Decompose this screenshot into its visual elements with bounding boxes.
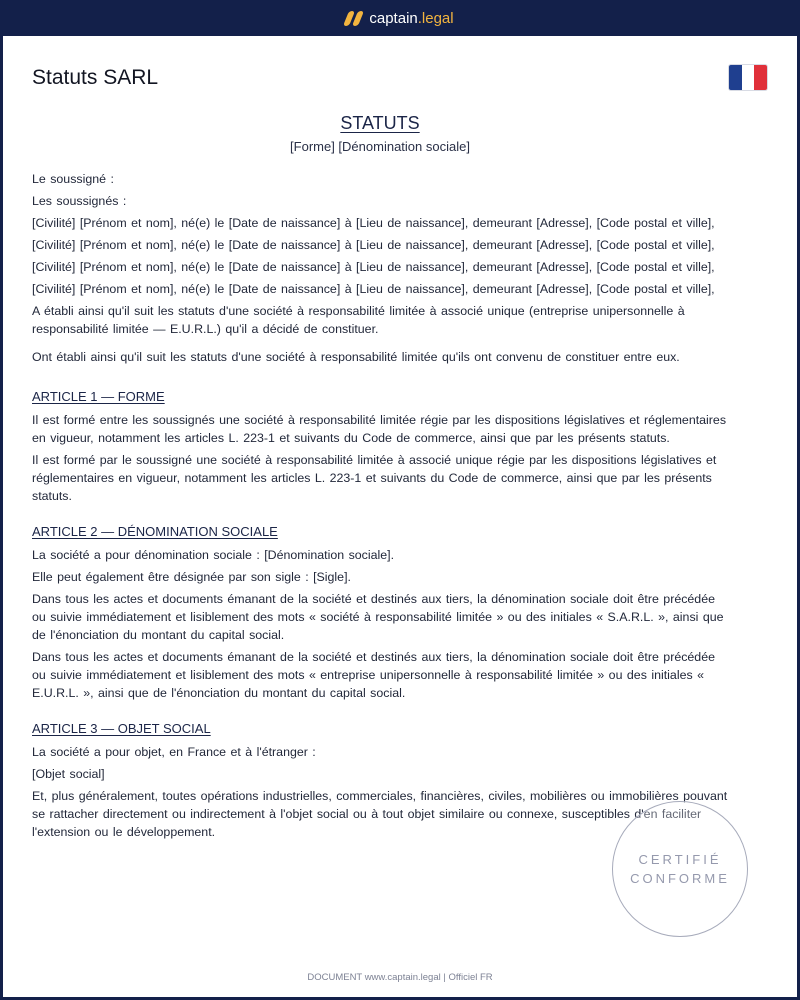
associate-line: [Civilité] [Prénom et nom], né(e) le [Date de naissance] à [Lieu de naissance], demeurant [Adresse], [Code postal et ville],: [32, 260, 715, 274]
article-2-paragraph: Dans tous les actes et documents émanant de la société et destinés aux tiers, la dénomination sociale doit être précédée ou suivie immédiatement et lisiblement des mots « entreprise unipersonnelle à responsabilité limitée » ou des initiales « E.U.R.L. », ainsi que de l'énonciation du montant du capital social.: [32, 650, 715, 700]
intro-paragraph: Les soussignés :: [32, 194, 127, 208]
article-3-heading: ARTICLE 3 — OBJET SOCIAL: [32, 721, 211, 736]
article-2-heading: ARTICLE 2 — DÉNOMINATION SOCIALE: [32, 524, 278, 539]
top-bar: [0, 0, 800, 36]
flag-white-stripe: [742, 65, 755, 90]
brand-name-main: captain: [369, 9, 418, 27]
article-2-paragraph: Elle peut également être désignée par son sigle : [Sigle].: [32, 570, 351, 584]
associate-line: [Civilité] [Prénom et nom], né(e) le [Date de naissance] à [Lieu de naissance], demeurant [Adresse], [Code postal et ville],: [32, 238, 715, 252]
article-3-paragraph: Et, plus généralement, toutes opérations industrielles, commerciales, financières, civiles, mobilières ou immobilières pouvant se rattacher directement ou indirectement à l'objet social ou à tout objet similaire ou connexe, susceptibles d'en faciliter l'extension ou le développement.: [32, 789, 728, 839]
article-2-paragraph: La société a pour dénomination sociale : [Dénomination sociale].: [32, 548, 395, 562]
intro-paragraph: Ont établi ainsi qu'il suit les statuts d'une société à responsabilité limitée qu'ils ont convenu de constituer entre eux.: [32, 350, 680, 364]
flag-blue-stripe: [729, 65, 742, 90]
article-1-paragraph: Il est formé entre les soussignés une société à responsabilité limitée régie par les dispositions législatives et réglementaires en vigueur, notamment les articles L. 223-1 et suivants du Code de commerce, ainsi que par les présents statuts.: [32, 413, 727, 445]
article-3-paragraph: [Objet social]: [32, 767, 105, 781]
intro-paragraph: A établi ainsi qu'il suit les statuts d'une société à responsabilité limitée à associé unique (entreprise unipersonnelle à responsabilité limitée — E.U.R.L.) qu'il a décidé de constituer.: [32, 304, 685, 336]
article-2-paragraph: Dans tous les actes et documents émanant de la société et destinés aux tiers, la dénomination sociale doit être précédée ou suivie immédiatement et lisiblement des mots « société à responsabilité limitée » ou des initiales « S.A.R.L. », ainsi que de l'énonciation du montant du capital social.: [32, 592, 724, 642]
statuts-subtitle: [Forme] [Dénomination sociale]: [290, 139, 470, 154]
document-footer: DOCUMENT www.captain.legal | Officiel FR: [307, 972, 493, 983]
stamp-line-1: CERTIFIÉ: [638, 852, 722, 867]
document-body: [32, 110, 728, 845]
brand-mark-icon: [346, 11, 361, 26]
statuts-heading: STATUTS: [340, 113, 420, 133]
brand-logo[interactable]: [346, 10, 453, 27]
stamp-line-2: CONFORME: [630, 871, 730, 886]
intro-paragraph: Le soussigné :: [32, 172, 114, 186]
brand-name: [369, 10, 453, 27]
french-flag-icon[interactable]: [729, 65, 767, 90]
brand-name-tld: .legal: [417, 9, 454, 27]
article-3-paragraph: La société a pour objet, en France et à l'étranger :: [32, 745, 316, 759]
article-1-paragraph: Il est formé par le soussigné une société à responsabilité limitée à associé unique régie par les dispositions législatives et réglementaires en vigueur, notamment les articles L. 223-1 et suivants du Code de commerce, ainsi que par les présents statuts.: [32, 453, 717, 503]
associate-line: [Civilité] [Prénom et nom], né(e) le [Date de naissance] à [Lieu de naissance], demeurant [Adresse], [Code postal et ville],: [32, 216, 715, 230]
document-title: Statuts SARL: [32, 66, 159, 89]
article-1-heading: ARTICLE 1 — FORME: [32, 389, 165, 404]
certified-stamp: [612, 801, 748, 937]
associate-line: [Civilité] [Prénom et nom], né(e) le [Date de naissance] à [Lieu de naissance], demeurant [Adresse], [Code postal et ville],: [32, 282, 715, 296]
flag-red-stripe: [754, 65, 767, 90]
document-page: [3, 36, 797, 997]
